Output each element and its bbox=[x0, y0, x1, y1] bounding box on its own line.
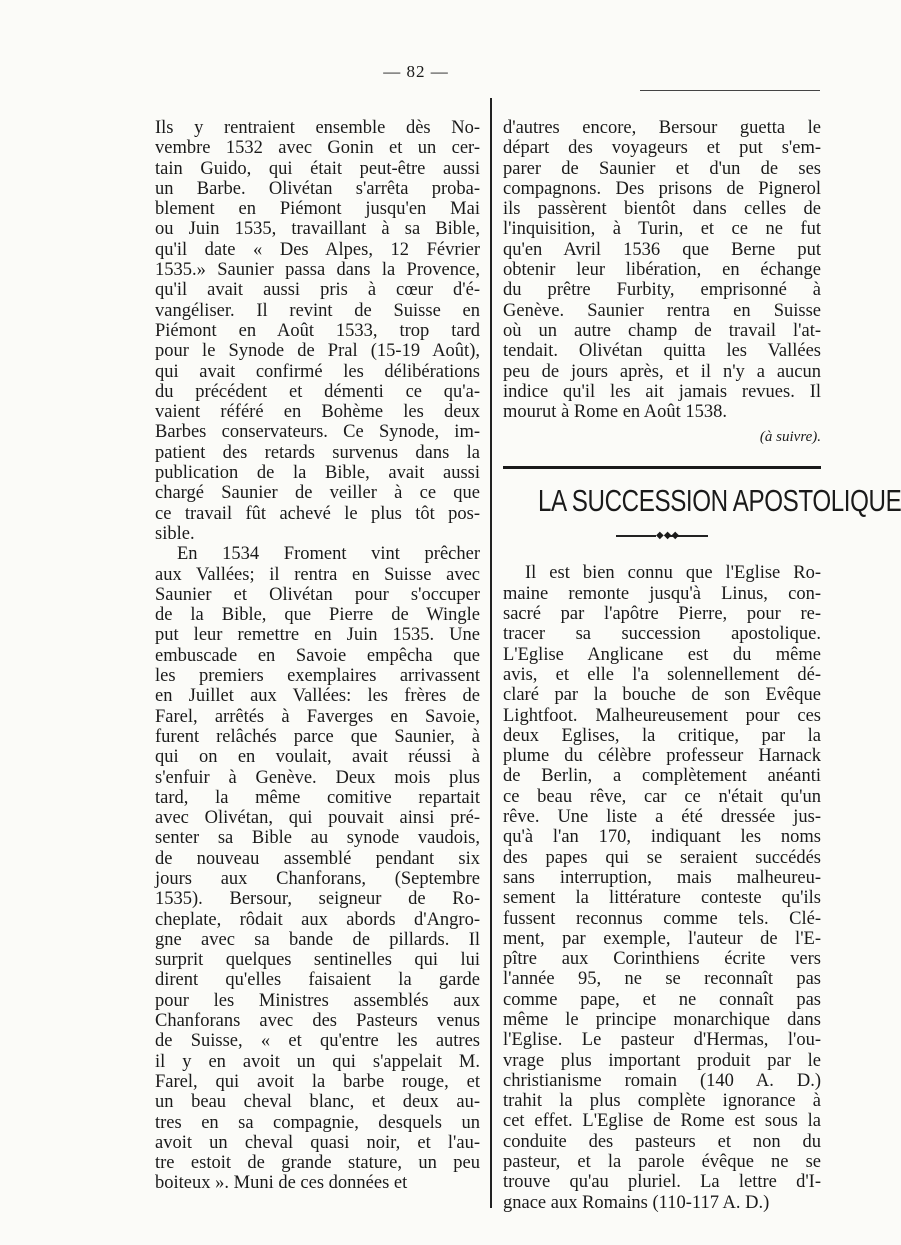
text-line: l'année 95, ne se reconnaît pas bbox=[503, 969, 821, 990]
text-line: qu'en Avril 1536 que Berne put bbox=[503, 239, 821, 260]
text-line: obtenir leur libération, en échange bbox=[503, 260, 821, 281]
text-line: avoit un cheval quasi noir, et l'au- bbox=[155, 1132, 480, 1153]
text-line: Lightfoot. Malheureusement pour ces bbox=[503, 705, 821, 726]
text-line: en Juillet aux Vallées: les frères de bbox=[155, 686, 480, 707]
text-line: vaient référé en Bohème les deux bbox=[155, 402, 480, 423]
text-line: cet effet. L'Eglise de Rome est sous la bbox=[503, 1111, 821, 1132]
text-line: tendait. Olivétan quitta les Vallées bbox=[503, 341, 821, 362]
right-column bbox=[503, 118, 901, 1213]
text-line: il y en avoit un qui s'appelait M. bbox=[155, 1051, 480, 1072]
to-be-continued-note: (à suivre). bbox=[759, 429, 821, 446]
text-line: deux Eglises, la critique, par la bbox=[503, 725, 821, 746]
text-line: furent relâchés parce que Saunier, à bbox=[155, 726, 480, 747]
column-divider bbox=[490, 98, 492, 1208]
text-line: ment, par exemple, l'auteur de l'E- bbox=[503, 928, 821, 949]
text-line: du précédent et démenti ce qu'a- bbox=[155, 381, 480, 402]
text-line: gne avec sa bande de pillards. Il bbox=[155, 929, 480, 950]
text-line: dirent qu'elles faisaient la garde bbox=[155, 970, 480, 991]
text-line: Saunier et Olivétan pour s'occuper bbox=[155, 584, 480, 605]
text-line: un beau cheval blanc, et deux au- bbox=[155, 1092, 480, 1113]
text-line: de la Bible, que Pierre de Wingle bbox=[155, 605, 480, 626]
text-line: Piémont en Août 1533, trop tard bbox=[155, 320, 480, 341]
text-line: mourut à Rome en Août 1538. bbox=[503, 402, 728, 423]
ornament-divider: ◆◆◆ bbox=[616, 531, 708, 541]
text-line: pour les Ministres assemblés aux bbox=[155, 990, 480, 1011]
article-body bbox=[503, 563, 821, 1213]
text-line: cheplate, rôdait aux abords d'Angro- bbox=[155, 909, 480, 930]
section-title: LA SUCCESSION APOSTOLIQUE bbox=[537, 483, 901, 519]
text-line: sans interruption, mais malheureu- bbox=[503, 867, 821, 888]
article-continuation bbox=[503, 118, 821, 422]
text-line: comme pape, et ne connaît pas bbox=[503, 989, 821, 1010]
text-line: ce travail fût achevé le plus tôt pos- bbox=[155, 503, 480, 524]
text-line: tain Guido, qui était peut-être aussi bbox=[155, 158, 480, 179]
text-line: qui on en voulait, avait réussi à bbox=[155, 747, 480, 768]
text-line: Genève. Saunier rentra en Suisse bbox=[503, 300, 821, 321]
text-line: l'inquisition, à Turin, et ce ne fut bbox=[503, 219, 821, 240]
text-line: pasteur, et la parole évêque ne se bbox=[503, 1152, 821, 1173]
text-line: un Barbe. Olivétan s'arrêta proba- bbox=[155, 178, 480, 199]
text-line: où un autre champ de travail l'at- bbox=[503, 320, 821, 341]
text-line: Il est bien connu que l'Eglise Ro- bbox=[525, 563, 821, 584]
text-line: tres en sa compagnie, desquels un bbox=[155, 1112, 480, 1133]
text-line: ou Juin 1535, travaillant à sa Bible, bbox=[155, 219, 480, 240]
text-line: de Berlin, a complètement anéanti bbox=[503, 766, 821, 787]
text-line: vembre 1532 avec Gonin et un cer- bbox=[155, 138, 480, 159]
text-line: claré par la bouche de son Evêque bbox=[503, 685, 821, 706]
text-line: Barbes conservateurs. Ce Synode, im- bbox=[155, 422, 480, 443]
text-line: qu'à l'an 170, indiquant les noms bbox=[503, 827, 821, 848]
text-line: tracer sa succession apostolique. bbox=[503, 624, 821, 645]
text-line: Farel, qui avoit la barbe rouge, et bbox=[155, 1071, 480, 1092]
text-line: départ des voyageurs et put s'em- bbox=[503, 138, 821, 159]
text-line: patient des retards survenus dans la bbox=[155, 442, 480, 463]
text-line: Chanforans avec des Pasteurs venus bbox=[155, 1011, 480, 1032]
text-line: publication de la Bible, avait aussi bbox=[155, 463, 480, 484]
text-line: gnace aux Romains (110-117 A. D.) bbox=[503, 1192, 770, 1213]
text-line: jours aux Chanforans, (Septembre bbox=[155, 868, 480, 889]
text-line: sement la littérature conteste qu'ils bbox=[503, 888, 821, 909]
text-line: tre estoit de grande stature, un peu bbox=[155, 1153, 480, 1174]
text-line: En 1534 Froment vint prêcher bbox=[177, 544, 480, 565]
text-line: conduite des pasteurs et non du bbox=[503, 1131, 821, 1152]
text-line: blement en Piémont jusqu'en Mai bbox=[155, 199, 480, 220]
text-line: sible. bbox=[155, 523, 195, 544]
text-line: pour le Synode de Pral (15-19 Août), bbox=[155, 341, 480, 362]
page-number: — 82 — bbox=[383, 62, 449, 81]
text-line: des papes qui se seraient succédés bbox=[503, 847, 821, 868]
text-line: avis, et elle l'a solennellement dé- bbox=[503, 664, 821, 685]
text-line: de Suisse, « et qu'entre les autres bbox=[155, 1031, 480, 1052]
text-line: embuscade en Savoie empêcha que bbox=[155, 645, 480, 666]
text-line: aux Vallées; il rentra en Suisse avec bbox=[155, 564, 480, 585]
text-line: même le principe monarchique dans bbox=[503, 1009, 821, 1030]
text-line: trouve qu'au pluriel. La lettre d'I- bbox=[503, 1172, 821, 1193]
text-line: christianisme romain (140 A. D.) bbox=[503, 1070, 821, 1091]
text-line: parer de Saunier et d'un de ses bbox=[503, 158, 821, 179]
text-line: maine remonte jusqu'à Linus, con- bbox=[503, 583, 821, 604]
text-line: indice qu'il les ait jamais revues. Il bbox=[503, 381, 821, 402]
text-line: l'Eglise. Le pasteur d'Hermas, l'ou- bbox=[503, 1030, 821, 1051]
header-rule bbox=[640, 90, 820, 91]
text-line: avec Olivétan, qui pouvait ainsi pré- bbox=[155, 808, 480, 829]
text-line: vrage plus important produit par le bbox=[503, 1050, 821, 1071]
text-line: qui avait confirmé les délibérations bbox=[155, 361, 480, 382]
text-line: Ils y rentraient ensemble dès No- bbox=[155, 118, 480, 138]
text-line: sacré par l'apôtre Pierre, pour re- bbox=[503, 604, 821, 625]
text-line: L'Eglise Anglicane est du même bbox=[503, 644, 821, 665]
text-line: 1535). Bersour, seigneur de Ro- bbox=[155, 889, 480, 910]
text-line: vangéliser. Il revint de Suisse en bbox=[155, 300, 480, 321]
text-line: 1535.» Saunier passa dans la Provence, bbox=[155, 260, 480, 281]
text-line: d'autres encore, Bersour guetta le bbox=[503, 118, 821, 138]
text-line: put leur remettre en Juin 1535. Une bbox=[155, 625, 480, 646]
text-line: surprit quelques sentinelles qui lui bbox=[155, 950, 480, 971]
text-line: du prêtre Furbity, emprisonné à bbox=[503, 280, 821, 301]
text-line: ce beau rêve, car ce n'était qu'un bbox=[503, 786, 821, 807]
text-line: senter sa Bible au synode vaudois, bbox=[155, 828, 480, 849]
text-line: qu'il avait aussi pris à cœur d'é- bbox=[155, 280, 480, 301]
text-line: peu de jours après, et il n'y a aucun bbox=[503, 361, 821, 382]
text-line: pître aux Corinthiens écrite vers bbox=[503, 949, 821, 970]
text-line: qu'il date « Des Alpes, 12 Février bbox=[155, 239, 480, 260]
text-line: Farel, arrêtés à Faverges en Savoie, bbox=[155, 706, 480, 727]
text-line: tard, la même comitive repartait bbox=[155, 787, 480, 808]
section-separator-rule bbox=[503, 466, 821, 469]
text-line: compagnons. Des prisons de Pignerol bbox=[503, 178, 821, 199]
text-line: chargé Saunier de veiller à ce que bbox=[155, 483, 480, 504]
text-line: s'enfuir à Genève. Deux mois plus bbox=[155, 767, 480, 788]
text-line: les premiers exemplaires arrivassent bbox=[155, 666, 480, 687]
text-line: plume du célèbre professeur Harnack bbox=[503, 746, 821, 767]
text-line: fussent reconnus comme tels. Clé- bbox=[503, 908, 821, 929]
text-line: rêve. Une liste a été dressée jus- bbox=[503, 807, 821, 828]
text-line: trahit la plus complète ignorance à bbox=[503, 1091, 821, 1112]
text-line: de nouveau assemblé pendant six bbox=[155, 848, 480, 869]
text-line: ils passèrent bientôt dans celles de bbox=[503, 199, 821, 220]
left-column bbox=[155, 118, 480, 1194]
text-line: boiteux ». Muni de ces données et bbox=[155, 1173, 408, 1194]
